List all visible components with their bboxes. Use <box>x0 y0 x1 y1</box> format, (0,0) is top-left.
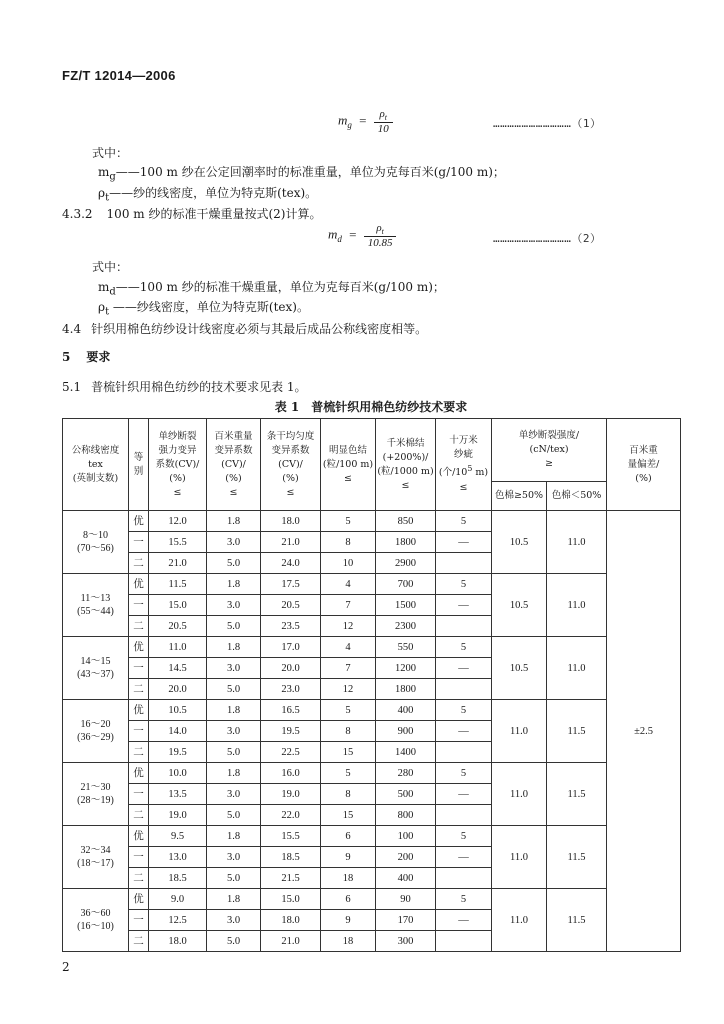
table-cell <box>436 553 492 574</box>
table-cell: — <box>436 847 492 868</box>
table-cell: 500 <box>376 784 436 805</box>
table-cell: 9.5 <box>149 826 207 847</box>
table-cell: 20.5 <box>149 616 207 637</box>
table-cell: 5 <box>436 700 492 721</box>
table-cell: 850 <box>376 511 436 532</box>
table-row <box>63 637 681 658</box>
table-cell: 4 <box>321 574 376 595</box>
table-cell: 9 <box>321 910 376 931</box>
header-evenness-cv: 条干均匀度 变异系数 (CV)/ (%) ≤ <box>261 419 321 511</box>
table-cell: 1.8 <box>207 511 261 532</box>
table-cell: 18.0 <box>261 511 321 532</box>
table-cell: 5.0 <box>207 805 261 826</box>
table-cell: 400 <box>376 700 436 721</box>
formula-2: $m_d$ = $\frac{\rho_t}{10.85}$ <box>328 222 396 249</box>
table-row <box>63 574 681 595</box>
strength-b-cell: 11.0 <box>547 511 607 574</box>
header-grade: 等 别 <box>129 419 149 511</box>
table-cell: 5 <box>436 889 492 910</box>
table-cell: 5.0 <box>207 679 261 700</box>
table-cell: 12 <box>321 616 376 637</box>
formula-1-leader: ……………………………（1） <box>493 117 602 130</box>
grade-cell: 优 <box>129 763 149 784</box>
table-cell: 3.0 <box>207 658 261 679</box>
table-cell: 19.0 <box>149 805 207 826</box>
table-cell: 23.0 <box>261 679 321 700</box>
table-cell: 3.0 <box>207 784 261 805</box>
grade-cell: 一 <box>129 910 149 931</box>
strength-b-cell: 11.0 <box>547 637 607 700</box>
table-caption: 表 1 普梳针织用棉色纺纱技术要求 <box>274 400 468 414</box>
table-cell: 900 <box>376 721 436 742</box>
table-cell: 15.5 <box>261 826 321 847</box>
table-cell: 18.5 <box>149 868 207 889</box>
table-cell: 7 <box>321 658 376 679</box>
grade-cell: 一 <box>129 847 149 868</box>
grade-cell: 二 <box>129 805 149 826</box>
grade-cell: 优 <box>129 700 149 721</box>
table-cell <box>436 931 492 952</box>
table-cell: 8 <box>321 532 376 553</box>
table-cell: 5.0 <box>207 553 261 574</box>
table-cell: 1.8 <box>207 826 261 847</box>
table-cell: 18.5 <box>261 847 321 868</box>
standard-number: FZ/T 12014—2006 <box>62 68 176 83</box>
grade-cell: 优 <box>129 826 149 847</box>
table-cell: 3.0 <box>207 847 261 868</box>
table-cell: 700 <box>376 574 436 595</box>
grade-cell: 二 <box>129 553 149 574</box>
header-single-cv: 单纱断裂 强力变异 系数(CV)/ (%) ≤ <box>149 419 207 511</box>
grade-cell: 二 <box>129 742 149 763</box>
table-row <box>63 889 681 910</box>
table-cell: 22.0 <box>261 805 321 826</box>
table-cell: 10.0 <box>149 763 207 784</box>
table-cell: 23.5 <box>261 616 321 637</box>
strength-a-cell: 10.5 <box>492 574 547 637</box>
table-cell: 1400 <box>376 742 436 763</box>
table-cell: 1.8 <box>207 889 261 910</box>
table-cell: 21.0 <box>261 532 321 553</box>
grade-cell: 二 <box>129 679 149 700</box>
table-cell: 17.5 <box>261 574 321 595</box>
strength-b-cell: 11.0 <box>547 574 607 637</box>
table-cell: 9.0 <box>149 889 207 910</box>
table-cell: 170 <box>376 910 436 931</box>
table-cell: 280 <box>376 763 436 784</box>
table-cell: 5 <box>436 637 492 658</box>
strength-a-cell: 11.0 <box>492 826 547 889</box>
table-cell: 5 <box>436 826 492 847</box>
table-cell: 1.8 <box>207 637 261 658</box>
header-strength-b: 色棉＜50% <box>547 482 607 511</box>
table-cell: 1800 <box>376 679 436 700</box>
strength-b-cell: 11.5 <box>547 700 607 763</box>
grade-cell: 二 <box>129 868 149 889</box>
table-cell: 19.5 <box>149 742 207 763</box>
section-5-heading: 5 要求 <box>62 350 111 364</box>
strength-b-cell: 11.5 <box>547 889 607 952</box>
formula-2-leader: ……………………………（2） <box>493 232 602 245</box>
grade-cell: 优 <box>129 511 149 532</box>
table-cell: 5 <box>436 511 492 532</box>
table-cell: 550 <box>376 637 436 658</box>
table-cell: 5 <box>436 574 492 595</box>
table-row <box>63 700 681 721</box>
table-cell: 6 <box>321 826 376 847</box>
section-4-4: 4.4 针织用棉色纺纱设计线密度必须与其最后成品公称线密度相等。 <box>62 322 428 336</box>
table-cell: 300 <box>376 931 436 952</box>
table-cell: 1.8 <box>207 763 261 784</box>
table-cell: 15 <box>321 805 376 826</box>
table-cell: 1.8 <box>207 574 261 595</box>
grade-cell: 一 <box>129 658 149 679</box>
where-intro-1: 式中： <box>92 146 129 160</box>
table-cell: 17.0 <box>261 637 321 658</box>
table-cell: 15 <box>321 742 376 763</box>
table-cell <box>436 616 492 637</box>
header-weight-cv: 百米重量 变异系数 (CV)/ (%) ≤ <box>207 419 261 511</box>
table-row <box>63 763 681 784</box>
strength-a-cell: 10.5 <box>492 637 547 700</box>
table-cell: 5 <box>321 700 376 721</box>
formula-1: $m_g$ = $\frac{\rho_t}{10}$ <box>338 108 393 135</box>
where-2-line-1: $m_d——100$ m 纱的标准干燥重量，单位为克每百米(g/100 m)； <box>98 280 445 298</box>
table-cell: 5.0 <box>207 931 261 952</box>
table-cell: 4 <box>321 637 376 658</box>
density-cell: 21～30 (28～19) <box>63 763 129 826</box>
where-1-line-2: $\rho_t——$纱的线密度，单位为特克斯(tex)。 <box>98 186 318 204</box>
table-cell: 20.5 <box>261 595 321 616</box>
table-cell: 12.0 <box>149 511 207 532</box>
table-cell: — <box>436 784 492 805</box>
grade-cell: 一 <box>129 595 149 616</box>
table-cell: 18 <box>321 931 376 952</box>
table-cell: 15.0 <box>149 595 207 616</box>
table-cell: 11.0 <box>149 637 207 658</box>
table-cell: 400 <box>376 868 436 889</box>
section-5-1: 5.1 普梳针织用棉色纺纱的技术要求见表 1。 <box>62 380 307 394</box>
density-cell: 8～10 (70～56) <box>63 511 129 574</box>
table-cell: 2300 <box>376 616 436 637</box>
header-neps-per-km: 千米棉结 (+200%)/ (粒/1000 m) ≤ <box>376 419 436 511</box>
where-intro-2: 式中： <box>92 260 129 274</box>
header-strength-a: 色棉≥50% <box>492 482 547 511</box>
table-cell: 5.0 <box>207 742 261 763</box>
table-cell: 6 <box>321 889 376 910</box>
table-cell: 20.0 <box>261 658 321 679</box>
table-cell: 19.0 <box>261 784 321 805</box>
density-cell: 16～20 (36～29) <box>63 700 129 763</box>
table-cell: 19.5 <box>261 721 321 742</box>
table-cell: 90 <box>376 889 436 910</box>
requirements-table <box>62 418 681 952</box>
page-number: 2 <box>62 960 70 974</box>
table-cell: 18.0 <box>149 931 207 952</box>
table-cell <box>436 742 492 763</box>
table-cell: 1500 <box>376 595 436 616</box>
table-cell: 18.0 <box>261 910 321 931</box>
table-cell: 3.0 <box>207 910 261 931</box>
table-cell: 3.0 <box>207 595 261 616</box>
grade-cell: 二 <box>129 931 149 952</box>
table-cell: 3.0 <box>207 532 261 553</box>
table-row <box>63 826 681 847</box>
grade-cell: 优 <box>129 574 149 595</box>
grade-cell: 二 <box>129 616 149 637</box>
where-2-line-2: $\rho_t$ ——纱线密度，单位为特克斯(tex)。 <box>98 300 309 318</box>
header-density: 公称线密度 tex (英制支数) <box>63 419 129 511</box>
header-yarn-faults: 十万米 纱疵 (个$/10^5$ m) ≤ <box>436 419 492 511</box>
table-cell: 7 <box>321 595 376 616</box>
table-cell: 100 <box>376 826 436 847</box>
table-cell: 3.0 <box>207 721 261 742</box>
table-cell: — <box>436 910 492 931</box>
table-cell: 12.5 <box>149 910 207 931</box>
table-cell: 20.0 <box>149 679 207 700</box>
table-cell: 22.5 <box>261 742 321 763</box>
table-cell: 5 <box>436 763 492 784</box>
grade-cell: 一 <box>129 721 149 742</box>
table-cell: 13.5 <box>149 784 207 805</box>
table-cell: 200 <box>376 847 436 868</box>
table-cell: 18 <box>321 868 376 889</box>
table-cell <box>436 679 492 700</box>
table-cell: 24.0 <box>261 553 321 574</box>
table-cell: 10 <box>321 553 376 574</box>
table-cell: — <box>436 658 492 679</box>
table-cell <box>436 868 492 889</box>
strength-a-cell: 10.5 <box>492 511 547 574</box>
table-cell: 21.5 <box>261 868 321 889</box>
table-cell: 14.0 <box>149 721 207 742</box>
strength-b-cell: 11.5 <box>547 826 607 889</box>
table-cell: 5 <box>321 763 376 784</box>
table-cell: 16.5 <box>261 700 321 721</box>
strength-a-cell: 11.0 <box>492 763 547 826</box>
table-cell: 1800 <box>376 532 436 553</box>
table-cell: 12 <box>321 679 376 700</box>
density-cell: 14～15 (43～37) <box>63 637 129 700</box>
header-weight-deviation: 百米重 量偏差/ (%) <box>607 419 681 511</box>
density-cell: 11～13 (55～44) <box>63 574 129 637</box>
table-cell: 21.0 <box>149 553 207 574</box>
table-cell: 5.0 <box>207 616 261 637</box>
grade-cell: 一 <box>129 532 149 553</box>
table-cell: 2900 <box>376 553 436 574</box>
grade-cell: 优 <box>129 889 149 910</box>
table-cell <box>436 805 492 826</box>
table-cell: 5.0 <box>207 868 261 889</box>
strength-a-cell: 11.0 <box>492 700 547 763</box>
grade-cell: 优 <box>129 637 149 658</box>
table-cell: 13.0 <box>149 847 207 868</box>
weight-deviation-cell: ±2.5 <box>607 511 681 952</box>
table-cell: 10.5 <box>149 700 207 721</box>
table-cell: 14.5 <box>149 658 207 679</box>
table-cell: 15.0 <box>261 889 321 910</box>
table-cell: 15.5 <box>149 532 207 553</box>
section-4-3-2: 4.3.2 100 m 纱的标准干燥重量按式(2)计算。 <box>62 207 322 221</box>
table-cell: 8 <box>321 784 376 805</box>
header-color-neps: 明显色结 (粒/100 m) ≤ <box>321 419 376 511</box>
table-row <box>63 511 681 532</box>
table-cell: 800 <box>376 805 436 826</box>
density-cell: 32～34 (18～17) <box>63 826 129 889</box>
strength-b-cell: 11.5 <box>547 763 607 826</box>
strength-a-cell: 11.0 <box>492 889 547 952</box>
table-cell: 1200 <box>376 658 436 679</box>
density-cell: 36～60 (16～10) <box>63 889 129 952</box>
table-cell: 11.5 <box>149 574 207 595</box>
table-cell: 8 <box>321 721 376 742</box>
table-cell: 9 <box>321 847 376 868</box>
grade-cell: 一 <box>129 784 149 805</box>
table-cell: — <box>436 721 492 742</box>
table-cell: — <box>436 532 492 553</box>
table-cell: 16.0 <box>261 763 321 784</box>
table-cell: 5 <box>321 511 376 532</box>
table-cell: 1.8 <box>207 700 261 721</box>
table-cell: 21.0 <box>261 931 321 952</box>
header-strength: 单纱断裂强度/ (cN/tex) ≥ <box>492 419 607 482</box>
where-1-line-1: $m_g——100$ m 纱在公定回潮率时的标准重量，单位为克每百米(g/100 m)； <box>98 165 505 183</box>
table-cell: — <box>436 595 492 616</box>
